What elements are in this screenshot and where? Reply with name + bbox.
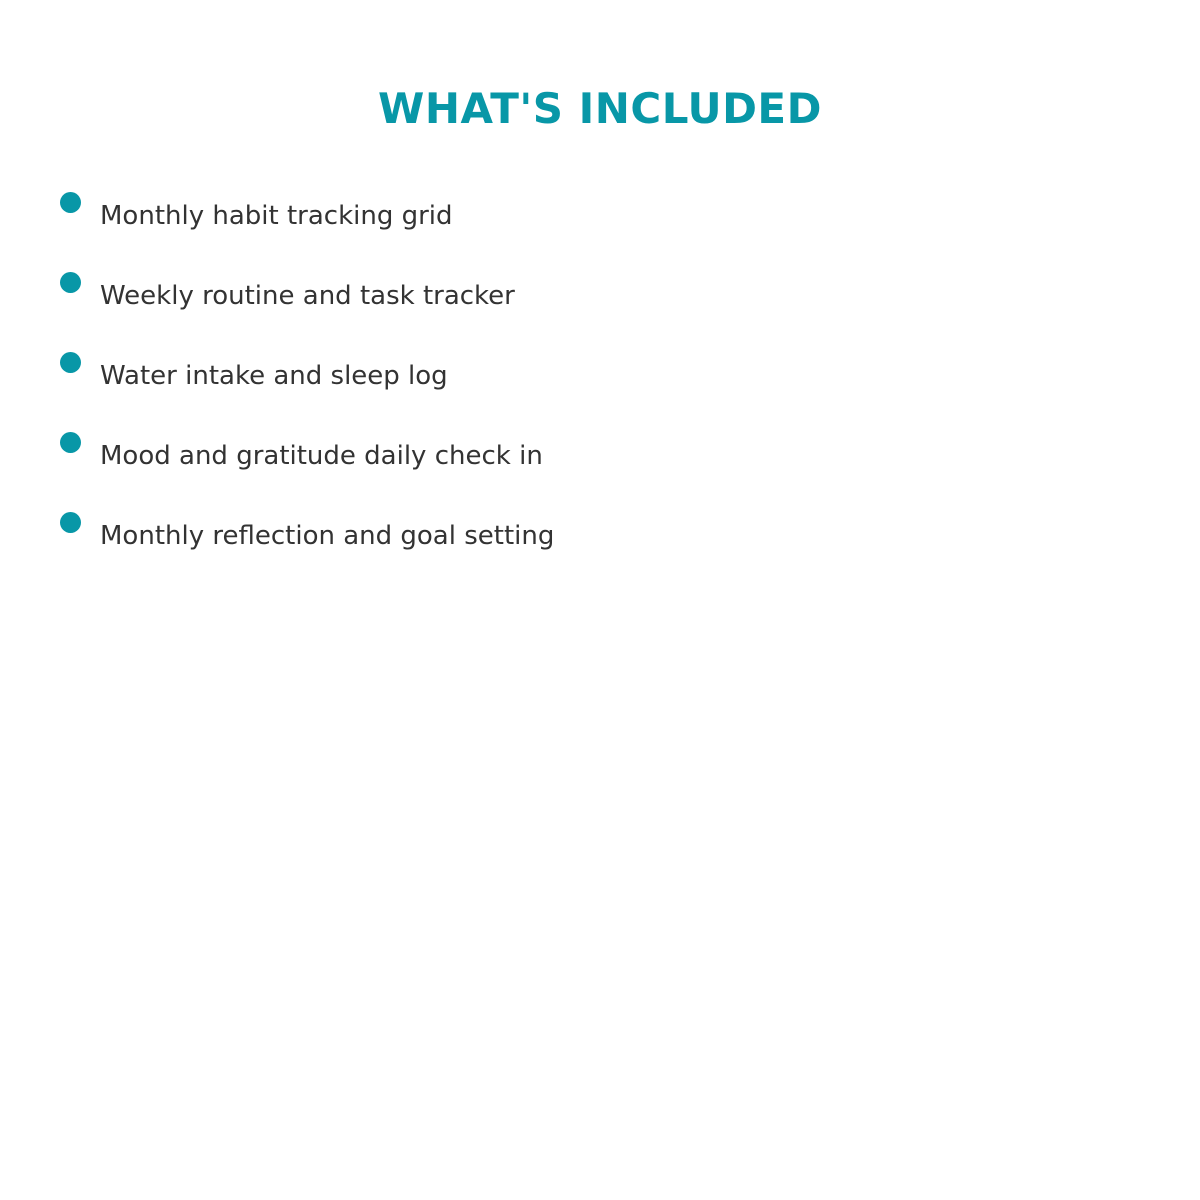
bullet-dot-icon [60, 352, 81, 373]
feature-label: Water intake and sleep log [100, 361, 448, 391]
bullet-dot-icon [60, 272, 81, 293]
bullet-dot-icon [60, 192, 81, 213]
list-item [60, 192, 1060, 252]
feature-label: Monthly habit tracking grid [100, 201, 453, 231]
feature-label: Mood and gratitude daily check in [100, 441, 543, 471]
feature-label: Monthly reflection and goal setting [100, 521, 555, 551]
list-item [60, 432, 1060, 492]
list-item [60, 272, 1060, 332]
bullet-dot-icon [60, 512, 81, 533]
list-item [60, 352, 1060, 412]
bullet-dot-icon [60, 432, 81, 453]
feature-label: Weekly routine and task tracker [100, 281, 515, 311]
list-item [60, 512, 1060, 572]
page-title: WHAT'S INCLUDED [378, 84, 822, 134]
